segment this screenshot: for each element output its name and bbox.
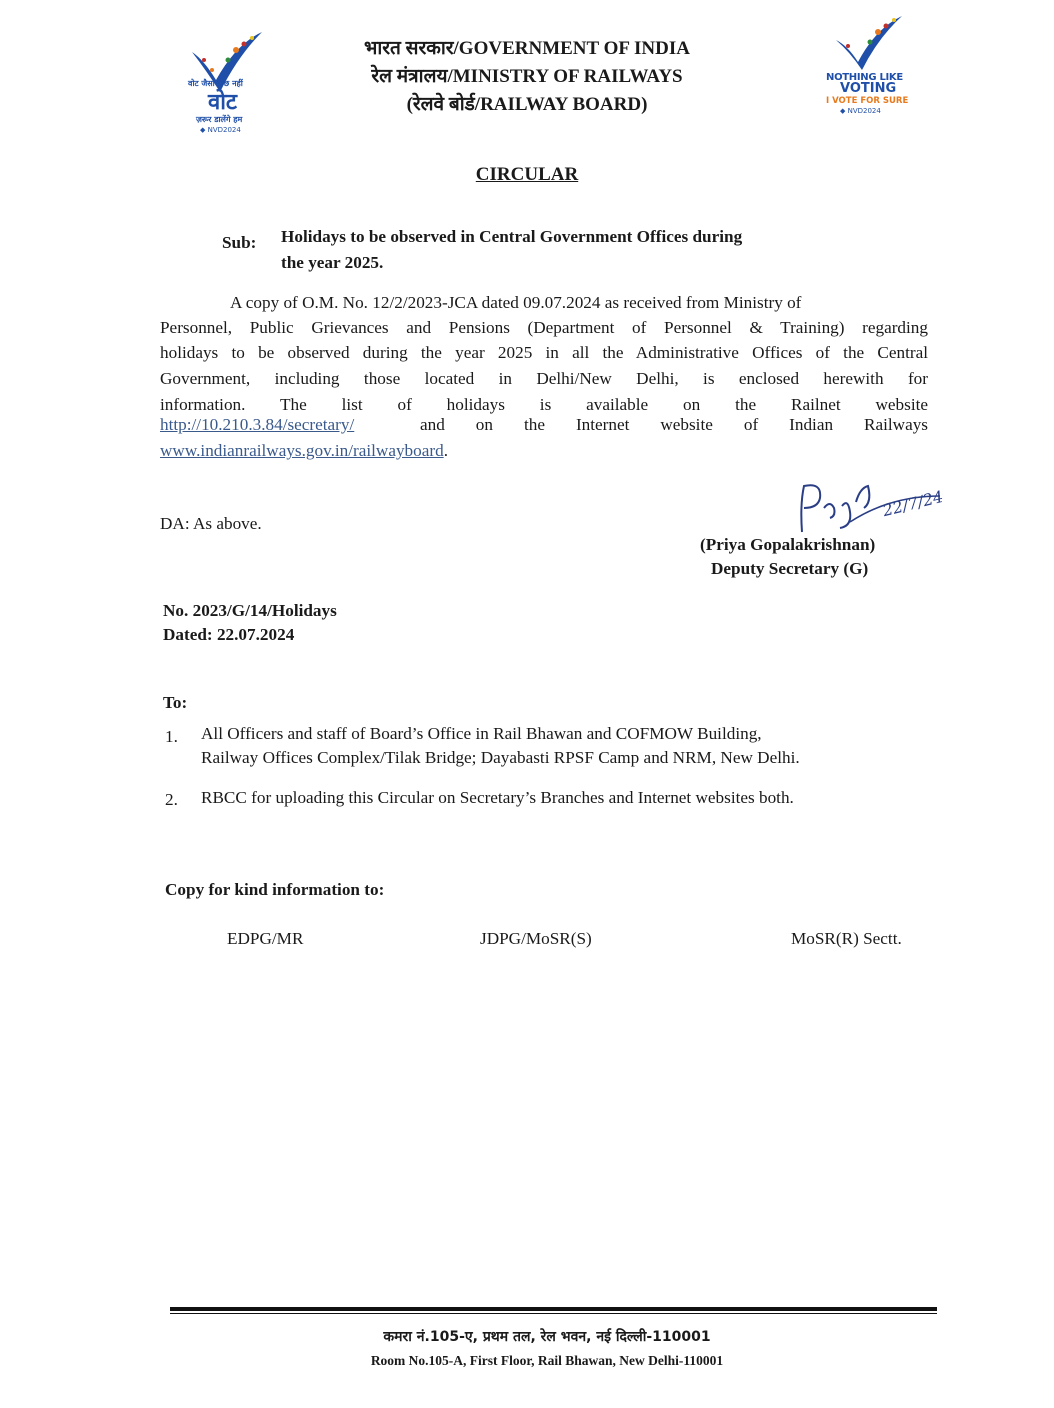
railnet-link[interactable]: http://10.210.3.84/secretary/ — [160, 415, 355, 434]
footer-address-hindi: कमरा नं.105-ए, प्रथम तल, रेल भवन, नई दिल्ली-110001 — [383, 1329, 711, 1345]
body-line-4: Government, including those located in Delhi/New Delhi, is enclosed herewith for — [160, 369, 928, 388]
body-period: . — [443, 441, 448, 460]
left-logo-tagline: वोट जैसा कुछ नहीं — [188, 79, 243, 88]
copy-label: Copy for kind information to: — [165, 880, 385, 899]
body-line-2: Personnel, Public Grievances and Pensions (Department of Personnel & Training) regarding — [160, 318, 928, 337]
reference-number: No. 2023/G/14/Holidays — [163, 601, 337, 620]
signatory-designation: Deputy Secretary (G) — [711, 559, 869, 578]
reference-date: Dated: 22.07.2024 — [163, 625, 295, 644]
body-line-6-text: and on the Internet website of Indian Railways — [420, 415, 928, 434]
left-logo-tag: ◆ NVD2024 — [200, 126, 241, 134]
signatory-name: (Priya Gopalakrishnan) — [700, 535, 876, 554]
subject-line-1: Holidays to be observed in Central Government Offices during — [281, 227, 743, 246]
header-government: भारत सरकार/GOVERNMENT OF INDIA — [364, 38, 690, 59]
footer-rule-thin — [170, 1313, 937, 1314]
signature-date: 22/7/24 — [880, 486, 946, 521]
right-logo-line3: I VOTE FOR SURE — [826, 96, 909, 106]
indian-railways-link[interactable]: www.indianrailways.gov.in/railwayboard — [160, 441, 444, 460]
copy-recipient-edpg: EDPG/MR — [227, 929, 304, 948]
copy-recipient-jdpg: JDPG/MoSR(S) — [480, 929, 592, 948]
body-line-1: A copy of O.M. No. 12/2/2023-JCA dated 09.07.2024 as received from Ministry of — [230, 293, 802, 312]
right-logo-line1: NOTHING LIKE — [826, 72, 903, 83]
body-line-7 — [160, 438, 448, 463]
copy-recipient-mosr: MoSR(R) Sectt. — [791, 929, 902, 948]
subject-line-2: the year 2025. — [281, 253, 384, 272]
to-label: To: — [163, 693, 188, 712]
left-logo-main-text: वोट — [208, 90, 238, 115]
to-item-2-line-1: RBCC for uploading this Circular on Secretary’s Branches and Internet websites both. — [201, 788, 794, 807]
footer-address-english: Room No.105-A, First Floor, Rail Bhawan, New Delhi-110001 — [370, 1353, 724, 1368]
enclosure-note: DA: As above. — [160, 514, 262, 533]
to-item-1-line-1: All Officers and staff of Board’s Office in Rail Bhawan and COFMOW Building, — [201, 724, 762, 743]
to-item-1-line-2: Railway Offices Complex/Tilak Bridge; Dayabasti RPSF Camp and NRM, New Delhi. — [201, 748, 800, 767]
header-board: (रेलवे बोर्ड/RAILWAY BOARD) — [406, 94, 648, 115]
left-logo-subtext: ज़रूर डालेंगे हम — [196, 115, 243, 124]
circular-title: CIRCULAR — [475, 164, 579, 185]
to-item-2-number: 2. — [165, 790, 178, 809]
right-logo-line2: VOTING — [840, 81, 897, 96]
header-ministry: रेल मंत्रालय/MINISTRY OF RAILWAYS — [371, 66, 683, 87]
footer-rule-thick — [170, 1307, 937, 1311]
body-line-5: information. The list of holidays is available on the Railnet website — [160, 395, 928, 414]
body-line-3: holidays to be observed during the year 2025 in all the Administrative Offices of the Central — [160, 343, 928, 362]
right-logo-tag: ◆ NVD2024 — [840, 107, 881, 115]
subject-label: Sub: — [222, 233, 257, 252]
body-line-6 — [160, 412, 928, 437]
to-item-1-number: 1. — [165, 727, 178, 746]
